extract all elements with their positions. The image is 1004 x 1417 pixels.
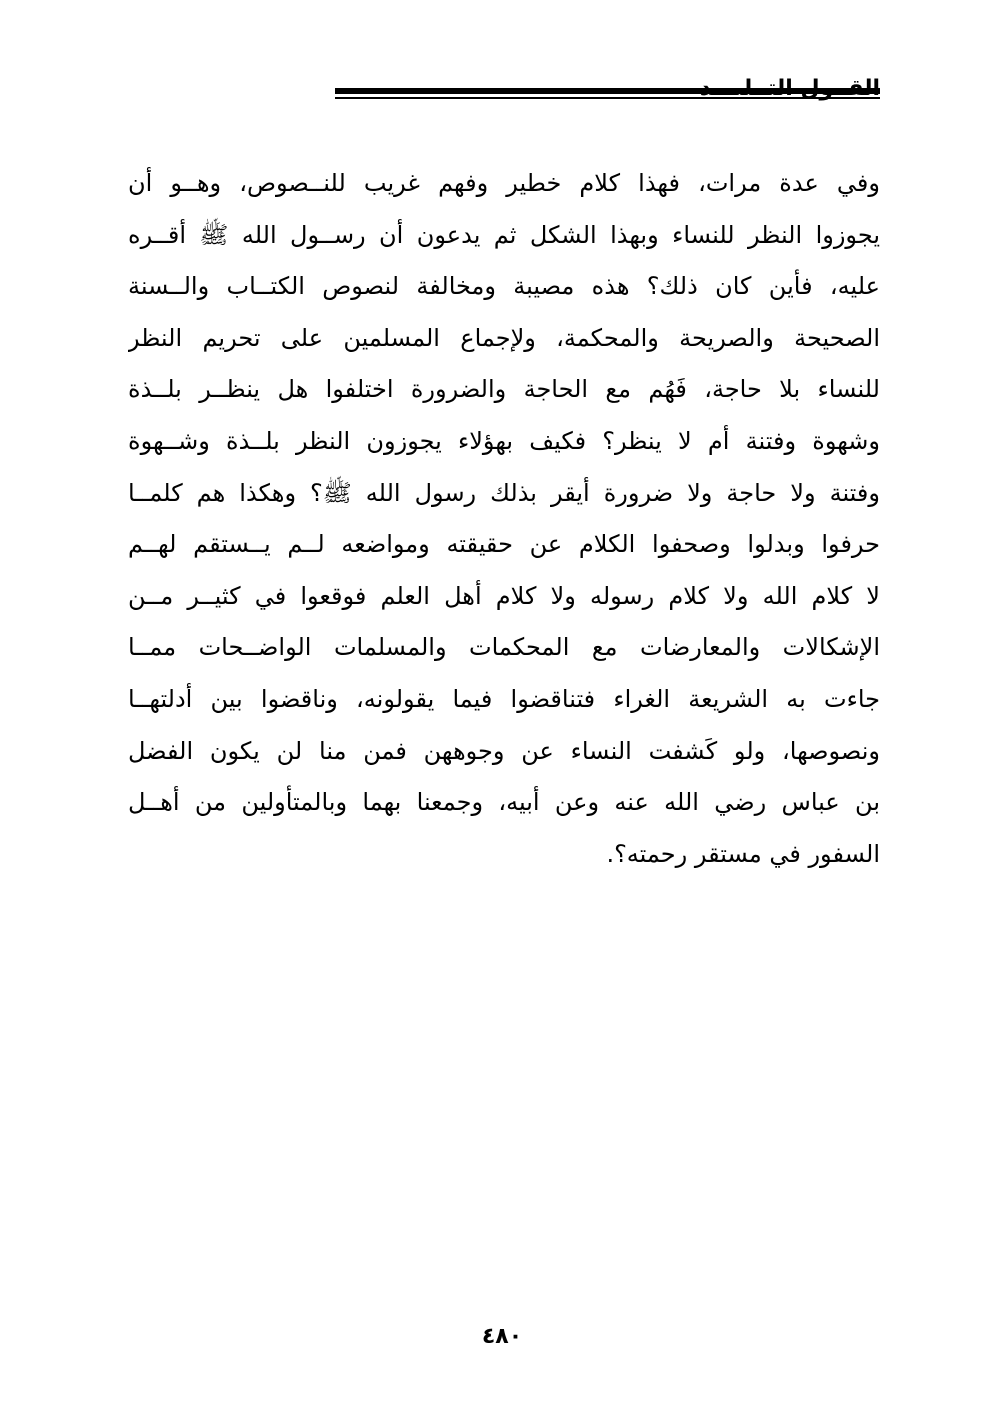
text-line: وفي عدة مرات، فهذا كلام خطير وفهم غريب للنــصوص، وهــو أن	[128, 169, 880, 197]
text-line: جاءت به الشريعة الغراء فتناقضوا فيما يقولونه، وناقضوا بين أدلتهــا	[128, 684, 880, 713]
text-line: ونصوصها، ولو كَشفت النساء عن وجوههن فمن منا لن يكون الفضل	[128, 736, 880, 765]
text-line: لا كلام الله ولا كلام رسوله ولا كلام أهل العلم فوقعوا في كثيــر مــن	[128, 581, 880, 610]
text-line: عليه، فأين كان ذلك؟ هذه مصيبة ومخالفة لنصوص الكتــاب والــسنة	[128, 272, 880, 301]
text-line: يجوزوا النظر للنساء وبهذا الشكل ثم يدعون أن رســول الله ﷺ أقــره	[128, 220, 880, 249]
text-line: الإشكالات والمعارضات مع المحكمات والمسلمات الواضــحات ممــا	[128, 633, 880, 662]
text-line: حرفوا وبدلوا وصحفوا الكلام عن حقيقته ومواضعه لــم يــستقم لهــم	[128, 530, 880, 559]
page-number: ٤٨٠	[481, 1324, 523, 1349]
body-paragraph	[128, 158, 880, 880]
text-line: وشهوة وفتنة أم لا ينظر؟ فكيف بهؤلاء يجوزون النظر بلــذة وشــهوة	[128, 426, 880, 455]
header-rule-thin	[335, 97, 880, 99]
header-rule-thick	[335, 88, 880, 94]
text-line: بن عباس رضي الله عنه وعن أبيه، وجمعنا بهما وبالمتأولين من أهــل	[128, 788, 880, 817]
text-line: وفتنة ولا حاجة ولا ضرورة أيقر بذلك رسول الله ﷺ؟ وهكذا هم كلمــا	[128, 478, 880, 507]
text-line: للنساء بلا حاجة، فَهُم مع الحاجة والضرورة اختلفوا هل ينظــر بلــذة	[128, 375, 880, 404]
text-line-last: السفور في مستقر رحمته؟.	[606, 839, 880, 868]
text-line: الصحيحة والصريحة والمحكمة، ولإجماع المسلمين على تحريم النظر	[128, 323, 880, 352]
